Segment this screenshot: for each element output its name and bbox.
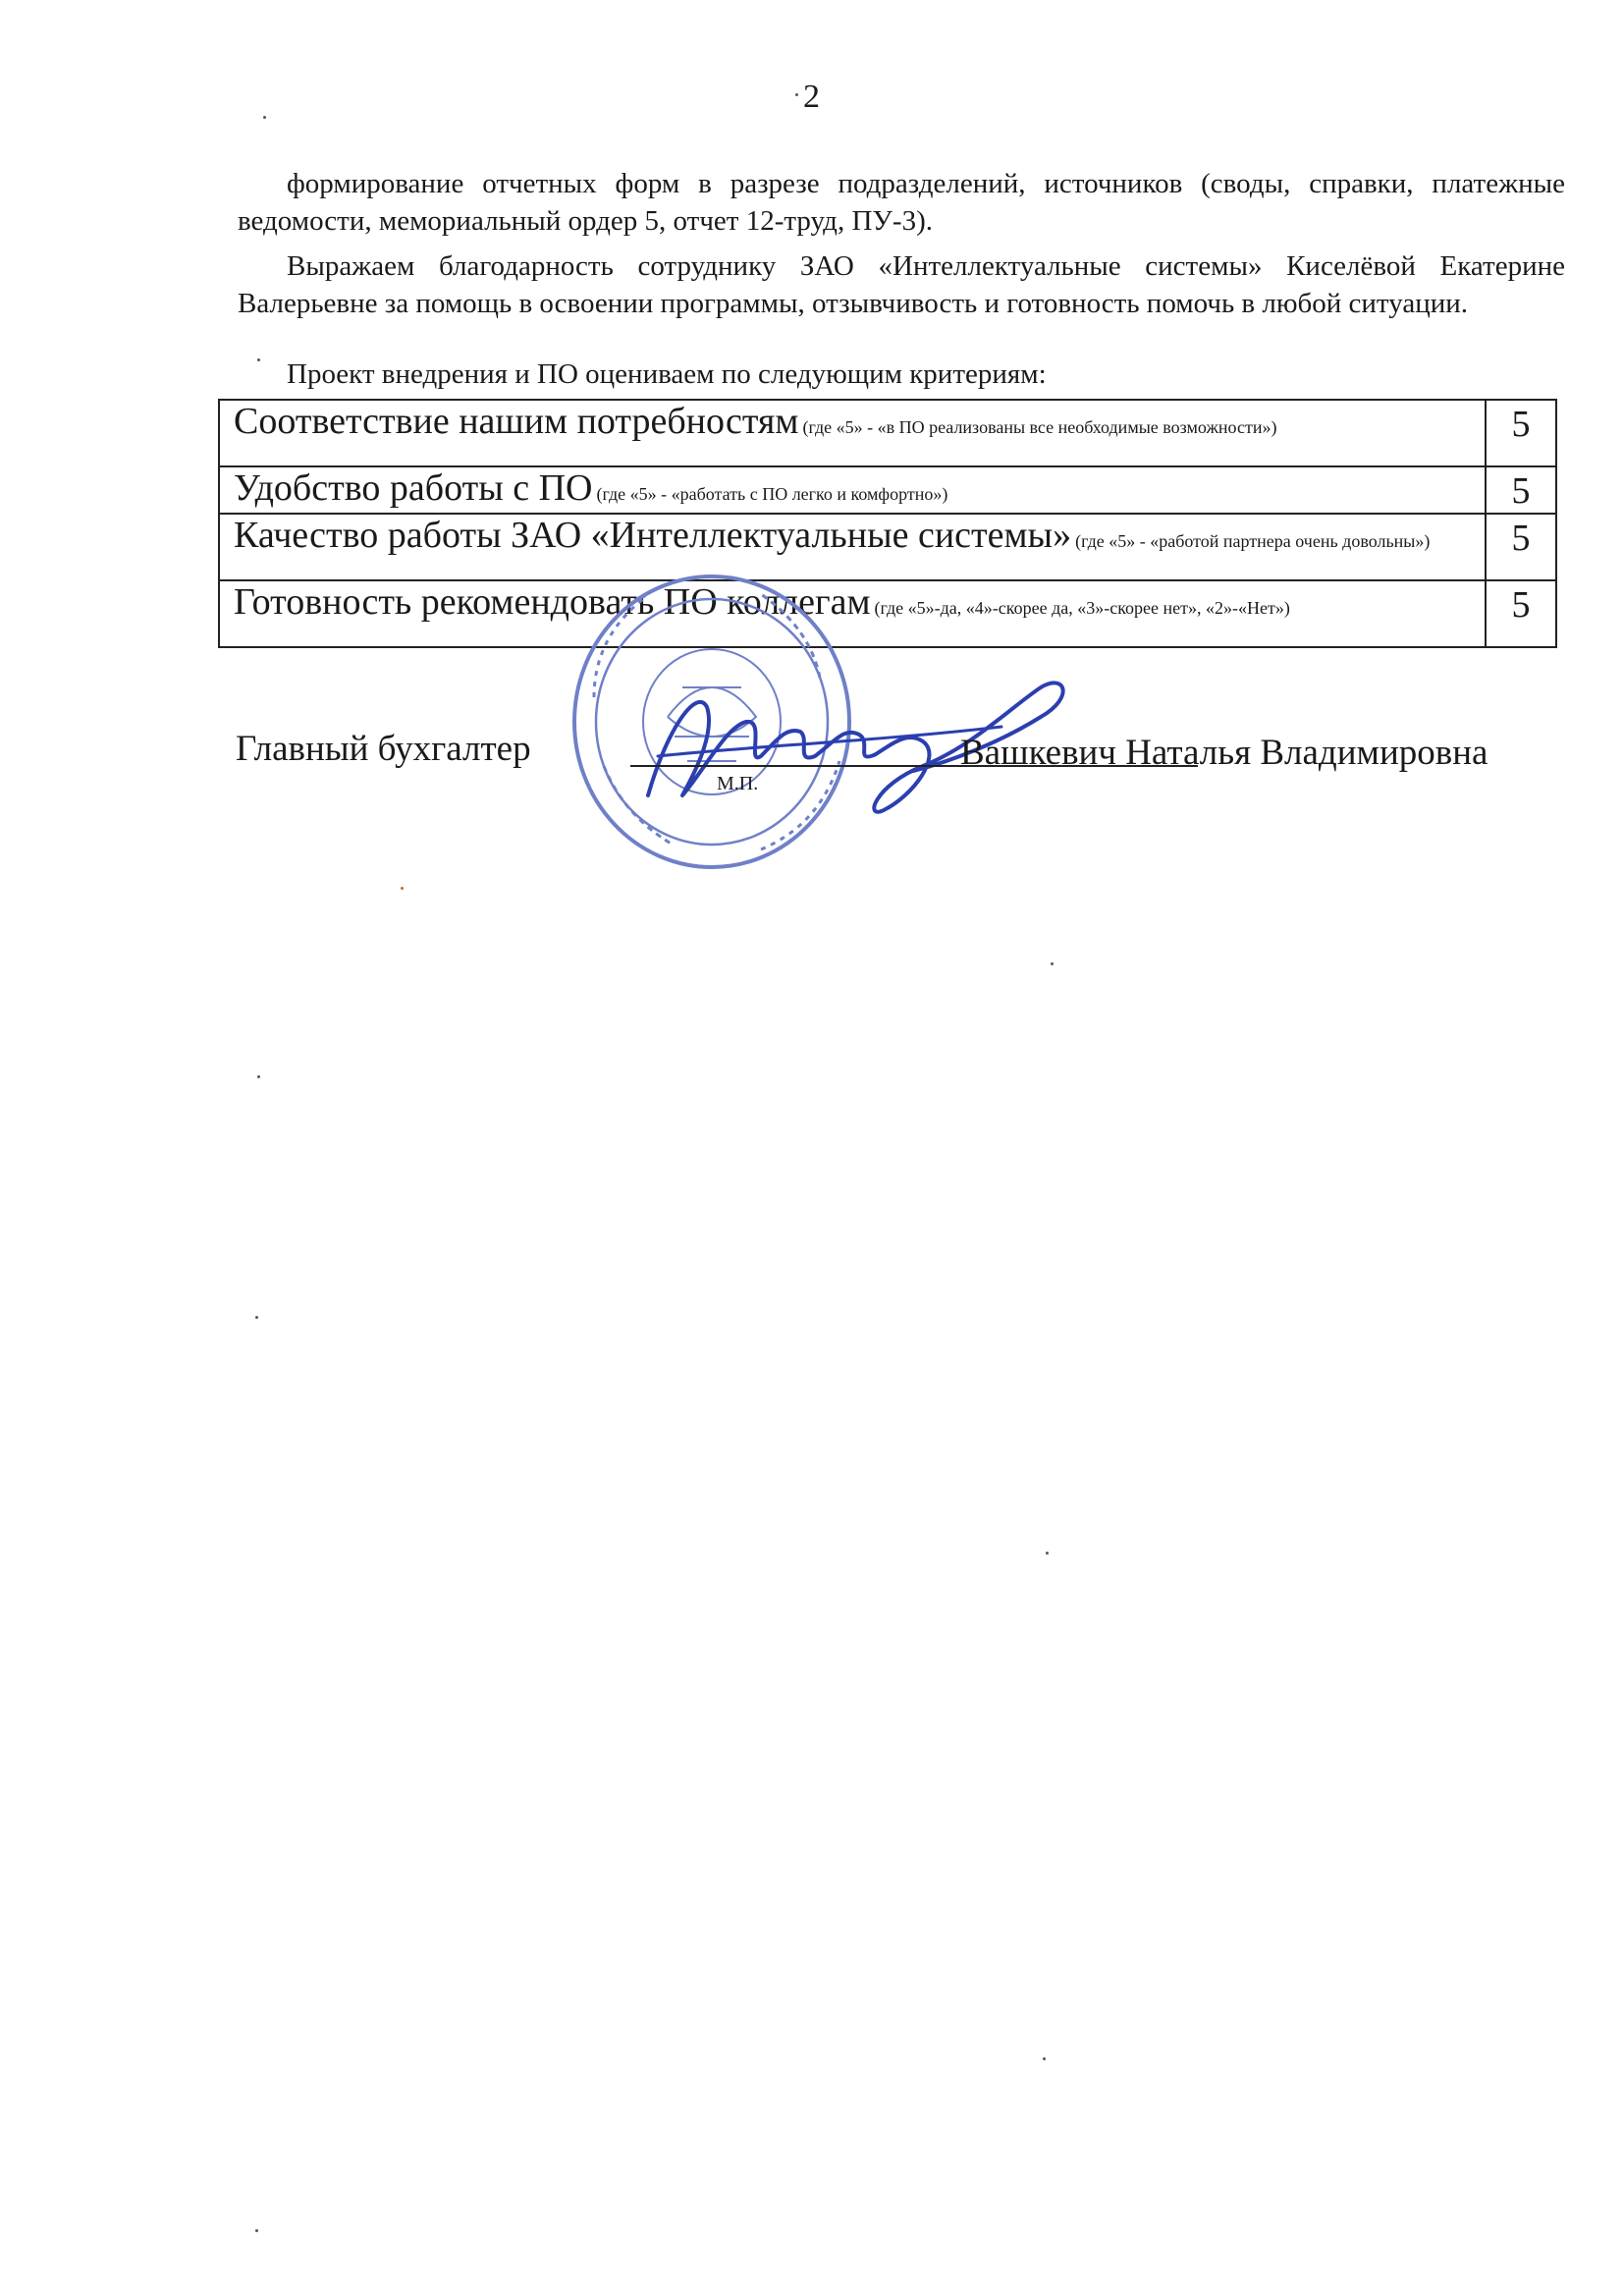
criterion-score: 5 <box>1486 580 1556 647</box>
scan-speck <box>255 1316 258 1319</box>
criteria-row <box>219 580 1556 647</box>
criterion-score: 5 <box>1486 466 1556 514</box>
criteria-row <box>219 400 1556 466</box>
paragraph-criteria-intro: Проект внедрения и ПО оцениваем по следующим критериям: <box>287 358 1047 390</box>
criteria-row <box>219 466 1556 514</box>
criterion-note: (где «5» - «работой партнера очень довольны») <box>1075 531 1431 551</box>
scan-speck <box>795 93 798 96</box>
paragraph-reporting-forms: формирование отчетных форм в разрезе подразделений, источников (своды, справки, платежные ведомости, мемориальный ордер 5, отчет 12-труд, ПУ-3). <box>238 168 1565 237</box>
scan-speck <box>1051 962 1054 965</box>
criterion-note: (где «5»-да, «4»-скорее да, «3»-скорее нет», «2»-«Нет») <box>874 598 1290 618</box>
criterion-score: 5 <box>1486 400 1556 466</box>
signer-name: Вашкевич Наталья Владимировна <box>960 733 1488 773</box>
criterion-score: 5 <box>1486 514 1556 580</box>
signature-block <box>236 722 1571 830</box>
scan-speck <box>257 358 260 361</box>
signer-position: Главный бухгалтер <box>236 729 531 769</box>
scan-speck <box>1046 1552 1049 1555</box>
scan-speck <box>401 887 404 890</box>
criterion-cell <box>219 466 1486 514</box>
criterion-note: (где «5» - «работать с ПО легко и комфортно») <box>596 484 948 504</box>
criterion-title: Готовность рекомендовать ПО коллегам <box>234 581 871 623</box>
scan-speck <box>263 116 266 119</box>
criterion-cell <box>219 400 1486 466</box>
criterion-title: Качество работы ЗАО «Интеллектуальные системы» <box>234 515 1072 556</box>
page-number: 2 <box>803 79 820 115</box>
seal-place-label: М.П. <box>717 773 759 794</box>
scan-speck <box>257 1075 260 1078</box>
criterion-title: Удобство работы с ПО <box>234 467 593 509</box>
criterion-title: Соответствие нашим потребностям <box>234 401 799 442</box>
criterion-note: (где «5» - «в ПО реализованы все необходимые возможности») <box>802 417 1277 437</box>
criteria-table <box>218 399 1557 648</box>
paragraph-gratitude: Выражаем благодарность сотруднику ЗАО «Интеллектуальные системы» Киселёвой Екатерине Валерьевне за помощь в освоении программы, отзывчивость и готовность помочь в любой ситуации. <box>238 250 1565 319</box>
criteria-row <box>219 514 1556 580</box>
scan-speck <box>255 2229 258 2232</box>
scan-speck <box>1043 2057 1046 2060</box>
